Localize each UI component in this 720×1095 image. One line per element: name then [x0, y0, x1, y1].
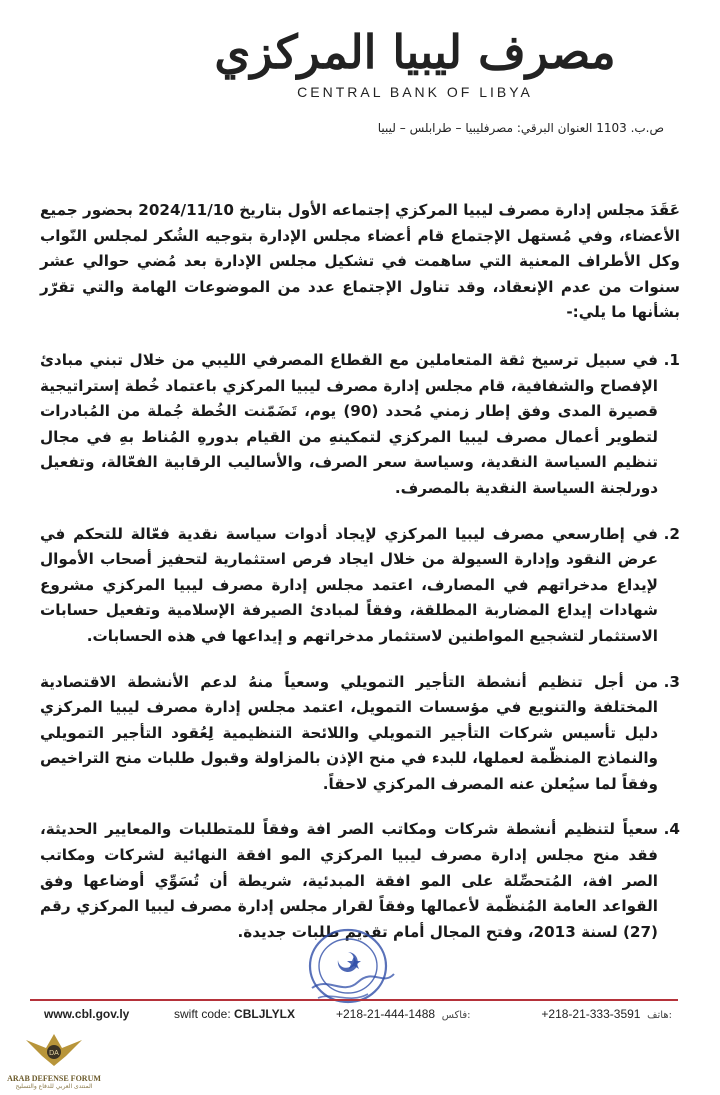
decision-item-1 [40, 348, 680, 502]
footer-contacts [30, 1007, 678, 1027]
phone-label: هاتف: [647, 1010, 672, 1021]
website-link[interactable]: www.cbl.gov.ly [44, 1007, 130, 1021]
intro-paragraph: عَقَدَ مجلس إدارة مصرف ليبيا المركزي إجتماعه الأول بتاريخ 2024/11/10 بحضور جميع الأعضاء، وفي مُستهل الإجتماع قام أعضاء مجلس الإدارة بتوجيه الشُكر لمجلس النّواب وكل الأطراف المعنية التي ساهمت في تشكيل مجلس الإدارة بعد مُضي حوالي عشر سنوات من عدم الإنعقاد، وقد تناول الإجتماع عدد من الموضوعات الهامة والتي تقرّر بشأنها ما يلي:- [40, 201, 681, 322]
decision-item-2 [40, 522, 680, 650]
item-number: 1. [663, 350, 680, 369]
item-number: 3. [663, 672, 680, 691]
decision-item-3 [40, 670, 680, 798]
forum-watermark [6, 1030, 102, 1092]
bank-logo-arabic: مصرف ليبيا المركزي [214, 25, 616, 79]
fax-label: فاكس: [441, 1010, 471, 1021]
item-text: من أجل تنظيم أنشطة التأجير التمويلي وسعياً منهُ لدعم الأنشطة الاقتصادية المختلفة والتنويع في مؤسسات التمويل، اعتمد مجلس إدارة مصرف ليبيا المركزي دليل تأسيس شركات التأجير التمويلي واللائحة التنظيمية لِعُقود التأجير التمويلي والنماذج المنظّمة لعملها، للبدء في منح الإذن بالمزاولة وقبول طلبات منح التراخيص وفقاً لما سيُعلن عنه المصرف المركزي لاحقاً. [40, 672, 658, 793]
svg-text:DA: DA [49, 1050, 59, 1057]
bank-logo-english: CENTRAL BANK OF LIBYA [297, 84, 533, 100]
item-number: 4. [663, 820, 680, 839]
forum-subtitle: المنتدى العربي للدفاع والتسليح [15, 1083, 93, 1090]
item-text: سعياً لتنظيم أنشطة شركات ومكاتب الصر افة وفقاً للمتطلبات والمعايير الحديثة، فقد منح مجلس إدارة مصرف ليبيا المركزي المو افقة النهائية لشركات ومكاتب الصر افة، المُتحصِّلة على المو افقة المبدئية، شريطة أن تُسَوِّي أوضاعها وفق القواعد العامة المُنظّمة لأعمالها وفقاً لقرار مجلس إدارة مصرف ليبيا المركزي رقم (27) لسنة 2013، وفتح المجال أمام تقديم طلبات جديدة. [40, 820, 658, 941]
official-stamp-icon [298, 926, 400, 1010]
item-text: في سبيل ترسيخ ثقة المتعاملين مع القطاع المصرفي الليبي من خلال تبني مبادئ الإفصاح والشفافية، قام مجلس إدارة مصرف ليبيا المركزي باعتماد خُطة إستراتيجية قصيرة المدى وفق إطار زمني مُحدد (90) يوم، تَضَمّنت الخُطة جُملة من المُبادرات لتطوير أعمال مصرف ليبيا المركزي لتمكينهِ من القيام بدورهِ المُناط بهِ في مجال تنظيم السياسة النقدية، وسياسة سعر الصرف، والأساليب الرقابية الفعّالة، وتفعيل دورلجنة السياسة النقدية بالمصرف. [40, 350, 658, 497]
phone-number [541, 1007, 672, 1021]
swift-value: CBLJLYLX [234, 1007, 295, 1021]
fax-number [336, 1007, 470, 1021]
forum-logo-icon [24, 1030, 84, 1070]
fax-value: +218-21-444-1488 [336, 1007, 436, 1021]
item-number: 2. [663, 524, 680, 543]
footer-divider [30, 999, 678, 1001]
letter-body [40, 198, 680, 965]
letterhead [0, 22, 720, 100]
swift-code [174, 1007, 295, 1021]
forum-title: ARAB DEFENSE FORUM [7, 1074, 101, 1083]
item-text: في إطارسعي مصرف ليبيا المركزي لإيجاد أدوات سياسة نقدية فعّالة للتحكم في عرض النقود وإدارة السيولة من خلال ايجاد فرص استثمارية لتحفيز أصحاب الأموال لإيداع مدخراتهم في المصارف، اعتمد مجلس إدارة مصرف ليبيا المركزي مشروع شهادات إيداع المضاربة المطلقة، وفقاً لمبادئ الصيرفة الإسلامية وتفعيل حسابات الاستثمار لتشجيع المواطنين لاستثمار مدخراتهم و إيداعها في هذه الحسابات. [40, 524, 658, 645]
swift-label: swift code: [174, 1007, 231, 1021]
bank-address: ص.ب. 1103 العنوان البرقي: مصرفليبيا – طرابلس – ليبيا [377, 121, 664, 135]
phone-value: +218-21-333-3591 [541, 1007, 641, 1021]
